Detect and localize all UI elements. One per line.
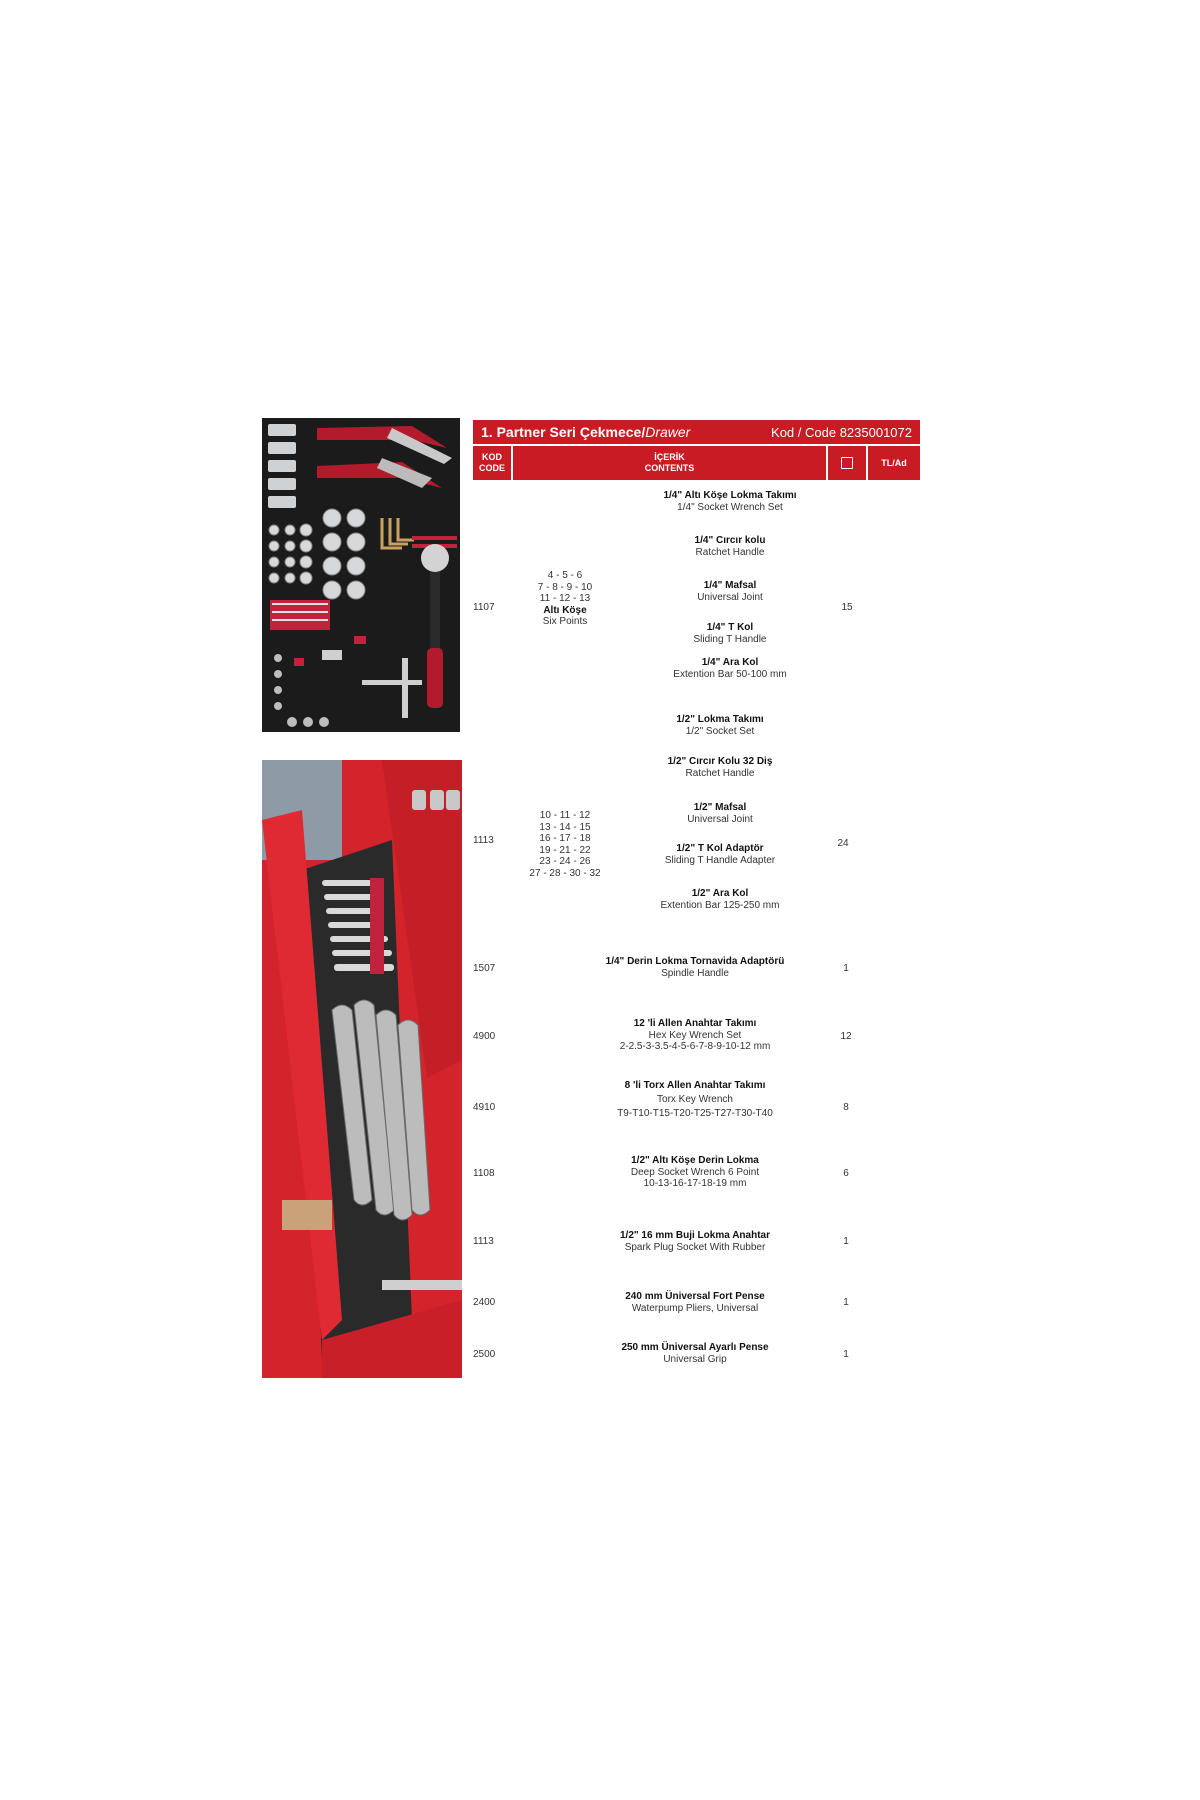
size-line: 16 - 17 - 18 bbox=[539, 833, 591, 844]
size-line: 19 - 21 - 22 bbox=[539, 844, 591, 856]
drawer-title-sub: Drawer bbox=[645, 424, 691, 440]
group2-sizes bbox=[515, 810, 615, 879]
size-type-tr: Altı Köşe bbox=[543, 604, 587, 616]
group2-item bbox=[610, 802, 830, 825]
table-row bbox=[580, 1342, 810, 1365]
item-name-tr: 1/4" Mafsal bbox=[703, 580, 757, 591]
column-header-contents-en: CONTENTS bbox=[644, 463, 695, 473]
group2-item bbox=[610, 888, 830, 911]
row-qty: 1 bbox=[843, 1297, 849, 1308]
table-row bbox=[580, 1079, 810, 1121]
item-name-en: Spindle Handle bbox=[661, 967, 729, 979]
size-line: 23 - 24 - 26 bbox=[539, 856, 591, 867]
table-row bbox=[580, 1155, 810, 1190]
column-header-price-label: TL/Ad bbox=[881, 457, 907, 468]
item-name-en: Waterpump Pliers, Universal bbox=[631, 1302, 759, 1314]
item-name-en: Spark Plug Socket With Rubber bbox=[624, 1241, 766, 1253]
item-name-en: Extention Bar 125-250 mm bbox=[660, 899, 780, 911]
group1-item bbox=[620, 657, 840, 680]
item-name-tr: 1/2" Mafsal bbox=[693, 802, 747, 813]
row-qty: 8 bbox=[843, 1102, 849, 1113]
item-name-tr: 250 mm Üniversal Ayarlı Pense bbox=[621, 1342, 769, 1353]
item-detail: T9-T10-T15-T20-T25-T27-T30-T40 bbox=[617, 1108, 773, 1119]
row-code: 2400 bbox=[473, 1297, 496, 1308]
item-name-en: Sliding T Handle Adapter bbox=[664, 854, 776, 866]
size-type-en: Six Points bbox=[542, 616, 588, 627]
column-header-code-tr: KOD bbox=[482, 452, 502, 462]
size-line: 13 - 14 - 15 bbox=[539, 821, 591, 833]
item-name-en: Universal Grip bbox=[663, 1353, 727, 1365]
open-drawer-wrenches-photo bbox=[262, 760, 462, 1378]
item-name-tr: 240 mm Üniversal Fort Pense bbox=[625, 1291, 765, 1302]
item-name-en: Universal Joint bbox=[687, 813, 753, 825]
row-code: 1113 bbox=[473, 1236, 494, 1247]
item-name-tr: 1/2" T Kol Adaptör bbox=[676, 843, 764, 854]
item-name-tr: 12 'li Allen Anahtar Takımı bbox=[633, 1018, 757, 1029]
column-header-price bbox=[868, 446, 920, 480]
table-row bbox=[580, 1230, 810, 1253]
item-name-tr: 1/4" Ara Kol bbox=[701, 657, 759, 668]
table-row bbox=[580, 1018, 810, 1053]
row-qty: 1 bbox=[843, 963, 849, 974]
item-name-en: Universal Joint bbox=[697, 591, 763, 603]
item-name-tr: 1/2" Lokma Takımı bbox=[676, 714, 764, 725]
row-code: 1507 bbox=[473, 963, 496, 974]
item-name-tr: 1/4" Altı Köşe Lokma Takımı bbox=[663, 490, 797, 501]
drawer-title-bar bbox=[473, 420, 920, 444]
item-name-tr: 1/2" Ara Kol bbox=[691, 888, 749, 899]
row-qty: 1 bbox=[843, 1349, 849, 1360]
item-name-tr: 1/4" Cırcır kolu bbox=[694, 535, 766, 546]
drawer-title-main: 1. Partner Seri Çekmece/ bbox=[481, 424, 646, 440]
item-name-tr: 1/4" Derin Lokma Tornavida Adaptörü bbox=[605, 956, 785, 967]
item-name-en: Ratchet Handle bbox=[695, 546, 765, 558]
row-code: 1108 bbox=[473, 1168, 495, 1179]
row-qty: 6 bbox=[843, 1168, 849, 1179]
group1-code: 1107 bbox=[473, 602, 495, 613]
group2-item bbox=[610, 843, 830, 866]
group2-qty: 24 bbox=[837, 838, 849, 849]
item-name-en: Deep Socket Wrench 6 Point bbox=[630, 1166, 760, 1178]
group2-code: 1113 bbox=[473, 835, 494, 846]
item-detail: 2-2.5-3-3.5-4-5-6-7-8-9-10-12 mm bbox=[619, 1041, 771, 1052]
size-line: 10 - 11 - 12 bbox=[539, 810, 591, 821]
item-name-tr: 1/2" Cırcır Kolu 32 Diş bbox=[667, 756, 773, 767]
table-row bbox=[580, 1291, 810, 1314]
column-header-contents-tr: İÇERİK bbox=[654, 452, 685, 462]
row-qty: 12 bbox=[840, 1031, 852, 1042]
column-header-code bbox=[473, 446, 511, 480]
row-code: 4900 bbox=[473, 1031, 496, 1042]
tool-tray-photo bbox=[262, 418, 460, 732]
column-header-code-en: CODE bbox=[478, 463, 505, 473]
item-name-tr: 1/2" Altı Köşe Derin Lokma bbox=[631, 1155, 759, 1166]
item-name-en: Sliding T Handle bbox=[693, 633, 767, 645]
item-name-en: 1/2" Socket Set bbox=[685, 725, 755, 737]
row-qty: 1 bbox=[843, 1236, 849, 1247]
group1-item bbox=[620, 622, 840, 645]
item-name-en: Hex Key Wrench Set bbox=[648, 1029, 742, 1041]
item-name-tr: 1/4" T Kol bbox=[706, 622, 754, 633]
size-line: 7 - 8 - 9 - 10 bbox=[537, 581, 593, 593]
row-code: 2500 bbox=[473, 1349, 496, 1360]
drawer-title bbox=[481, 424, 690, 440]
row-code: 4910 bbox=[473, 1102, 496, 1113]
group1-item bbox=[620, 535, 840, 558]
group1-qty: 15 bbox=[841, 602, 853, 613]
group2-item bbox=[610, 756, 830, 779]
item-detail: 10-13-16-17-18-19 mm bbox=[643, 1178, 747, 1189]
group1-sizes bbox=[520, 570, 610, 628]
column-header-contents bbox=[513, 446, 826, 480]
group1-item bbox=[620, 490, 840, 513]
group1-item bbox=[620, 580, 840, 603]
item-name-en: 1/4" Socket Wrench Set bbox=[677, 501, 783, 513]
group2-item bbox=[610, 714, 830, 737]
item-name-en: Extention Bar 50-100 mm bbox=[673, 668, 787, 680]
item-name-en: Ratchet Handle bbox=[685, 767, 755, 779]
column-header-quantity bbox=[828, 446, 866, 480]
table-row bbox=[580, 956, 810, 979]
size-line: 27 - 28 - 30 - 32 bbox=[529, 867, 601, 879]
item-name-en: Torx Key Wrench bbox=[657, 1094, 733, 1105]
size-line: 11 - 12 - 13 bbox=[539, 593, 591, 604]
box-icon bbox=[841, 457, 853, 469]
item-name-tr: 8 'li Torx Allen Anahtar Takımı bbox=[624, 1080, 766, 1091]
item-name-tr: 1/2" 16 mm Buji Lokma Anahtar bbox=[620, 1230, 770, 1241]
product-code: Kod / Code 8235001072 bbox=[771, 424, 912, 440]
size-line: 4 - 5 - 6 bbox=[547, 570, 583, 581]
